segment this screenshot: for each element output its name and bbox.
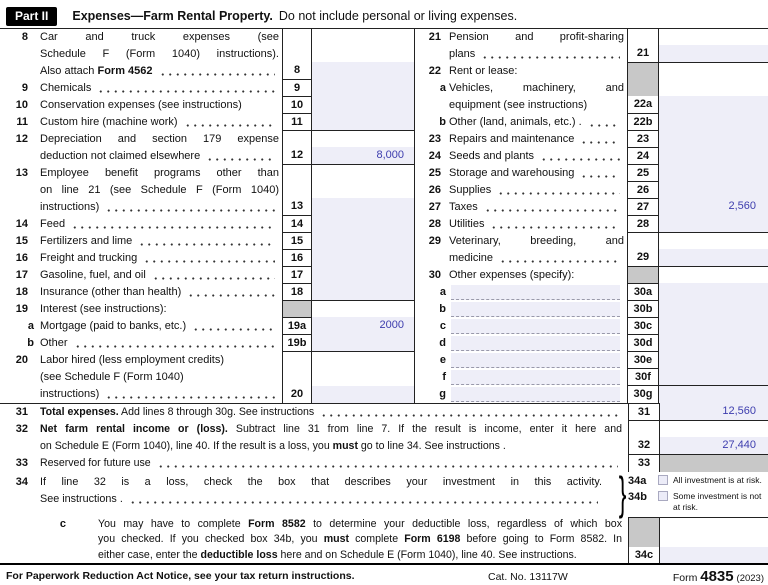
line-label-32: 32: [15, 423, 28, 435]
line-label-34c: c: [59, 518, 66, 530]
dot-leader: [320, 404, 618, 417]
value-column-20: [312, 352, 414, 403]
catalog-number: Cat. No. 13117W: [488, 571, 568, 583]
line-label-28: 28: [428, 218, 441, 230]
expense-row-17: [0, 267, 414, 284]
line-label-15: 15: [15, 235, 28, 247]
amount-cell-30f[interactable]: [659, 368, 768, 385]
row-label-31: Total expenses. Add lines 8 through 30g. See instructions: [40, 404, 628, 421]
row-label-25: Storage and warehousing: [449, 165, 627, 182]
row-label-22: Rent or lease:: [449, 65, 518, 77]
expenses-column-left: [0, 29, 415, 403]
amount-cell-31[interactable]: 12,560: [660, 403, 768, 420]
row-label-30c: [449, 318, 627, 335]
dot-leader: [138, 233, 275, 246]
row-label-27: Taxes: [449, 199, 627, 216]
line-label-10: 10: [15, 99, 28, 111]
row-label-30a: [449, 284, 627, 301]
row-label-9: Chemicals: [40, 80, 282, 97]
line-label-21: 21: [428, 31, 441, 43]
part2-subtitle: Do not include personal or living expenses.: [278, 9, 518, 23]
dot-leader: [97, 80, 275, 93]
line34-text: [40, 467, 628, 519]
row-label-28: Utilities: [449, 216, 627, 233]
expense-row-26: [415, 182, 768, 199]
expense-row-24: [415, 148, 768, 165]
expenses-column-right: [415, 29, 768, 403]
expense-row-19: [0, 301, 414, 318]
line-number-box-30a: 30a: [627, 284, 659, 301]
checkbox-34b-label: Some investment is not at risk.: [673, 491, 762, 512]
line-number-box-27: 27: [627, 199, 659, 216]
line34c-text-line1: You may have to complete Form 8582 to determine your deductible loss, regardless of which box: [98, 518, 622, 530]
dot-leader: [192, 318, 275, 331]
amount-cell-27[interactable]: 2,560: [659, 198, 768, 215]
amount-cell-8[interactable]: [312, 62, 414, 79]
amount-cell-9[interactable]: [312, 79, 414, 96]
amount-cell-30b[interactable]: [659, 300, 768, 317]
value-column-12: [312, 131, 414, 165]
line-number-box-15: 15: [282, 233, 312, 250]
line-label-16: 16: [15, 252, 28, 264]
line-number-box-30c: 30c: [627, 318, 659, 335]
line-label-30: 30: [428, 269, 441, 281]
amount-cell-19a[interactable]: 2000: [312, 317, 414, 334]
expense-row-30d: [415, 335, 768, 352]
expense-row-29: [415, 233, 768, 267]
expense-row-9: [0, 80, 414, 97]
expense-row-22b: [415, 114, 768, 131]
line-number-box-24: 24: [627, 148, 659, 165]
line-label-13: 13: [15, 167, 28, 179]
row-label-17: Gasoline, fuel, and oil: [40, 267, 282, 284]
dot-leader: [580, 165, 620, 178]
line-label-19b: b: [27, 337, 34, 349]
value-column-30a: [659, 284, 768, 301]
value-column-8: [312, 29, 414, 80]
dot-leader: [588, 114, 620, 127]
dot-leader: [481, 46, 620, 59]
row-label-22a: Vehicles, machinery, and equipment (see instructions): [449, 82, 624, 111]
expense-row-27: [415, 199, 768, 216]
amount-cell-25[interactable]: [659, 164, 768, 181]
value-column-30b: [659, 301, 768, 318]
line-label-34: 34: [15, 476, 28, 488]
line-label-23: 23: [428, 133, 441, 145]
amount-cell-30g[interactable]: [659, 386, 768, 403]
line-label-17: 17: [15, 269, 28, 281]
amount-cell-30d[interactable]: [659, 334, 768, 351]
value-column-30e: [659, 352, 768, 369]
line-label-8: 8: [21, 31, 28, 43]
amount-cell-29[interactable]: [659, 249, 768, 266]
line34c-block: [0, 517, 768, 565]
line34c-text-line2: you checked. If you checked box 34b, you must complete Form 6198 before going to Form 8582. In: [98, 533, 622, 546]
line-number-box-11: 11: [282, 114, 312, 131]
row-label-30e: [449, 352, 627, 369]
dot-leader: [74, 335, 275, 348]
line-label-24: 24: [428, 150, 441, 162]
checkbox-34a-label: All investment is at risk.: [673, 475, 762, 485]
expense-row-15: [0, 233, 414, 250]
value-column-23: [659, 131, 768, 148]
amount-cell-28[interactable]: [659, 215, 768, 232]
line-number-box-30e: 30e: [627, 352, 659, 369]
value-column-11: [312, 114, 414, 131]
row-label-30g: [449, 386, 627, 403]
line34c-row: [0, 517, 768, 563]
dot-leader: [184, 114, 275, 127]
value-column-15: [312, 233, 414, 250]
expenses-table: [0, 28, 768, 404]
dot-leader: [540, 148, 620, 161]
value-column-27: [659, 199, 768, 216]
row-label-14: Feed: [40, 216, 282, 233]
expense-row-23: [415, 131, 768, 148]
row-label-16: Freight and trucking: [40, 250, 282, 267]
line-label-30g: g: [439, 388, 446, 400]
row-label-30d: [449, 335, 627, 352]
row-label-19: Interest (see instructions):: [40, 303, 167, 315]
line34-text-line1: If line 32 is a loss, check the box that describes your investment in this activity.: [40, 476, 602, 488]
line-label-30b: b: [439, 303, 446, 315]
line-number-box-30f: 30f: [627, 369, 659, 386]
expense-row-30a: [415, 284, 768, 301]
value-column-18: [312, 284, 414, 301]
line34-text-line2: See instructions .: [40, 491, 602, 508]
line-label-27: 27: [428, 201, 441, 213]
line-number-box-30g: 30g: [627, 386, 659, 403]
line-number-box-9: 9: [282, 80, 312, 97]
expense-row-22a: [415, 80, 768, 114]
row-label-18: Insurance (other than health): [40, 284, 282, 301]
amount-cell-22a[interactable]: [659, 96, 768, 113]
value-column-31: [660, 404, 768, 421]
row-label-15: Fertilizers and lime: [40, 233, 282, 250]
expense-row-28: [415, 216, 768, 233]
line-label-19a: a: [27, 320, 34, 332]
line-number-box-23: 23: [627, 131, 659, 148]
dot-leader: [105, 199, 275, 212]
amount-cell-34c[interactable]: [660, 547, 768, 563]
amount-cell-14[interactable]: [312, 215, 414, 232]
option-34a: [628, 475, 768, 487]
other-expense-writein-30a[interactable]: [451, 285, 620, 300]
line-label-30e: e: [439, 354, 446, 366]
amount-cell-13[interactable]: [312, 198, 414, 215]
line34-row: [0, 467, 768, 519]
line-label-9: 9: [21, 82, 28, 94]
line-number-box-26: 26: [627, 182, 659, 199]
expense-row-22: [415, 63, 768, 80]
value-column-21: [659, 29, 768, 63]
expense-row-11: [0, 114, 414, 131]
line-label-30d: d: [439, 337, 446, 349]
value-column-17: [312, 267, 414, 284]
line-label-26: 26: [428, 184, 441, 196]
expense-row-13: [0, 165, 414, 216]
line-number-box-18: 18: [282, 284, 312, 301]
dot-leader: [129, 491, 598, 504]
form-footer: [0, 568, 768, 584]
value-column-28: [659, 216, 768, 233]
amount-cell-18[interactable]: [312, 283, 414, 300]
line-number-box-22b: 22b: [627, 114, 659, 131]
line-number-box-13: 13: [282, 165, 312, 216]
dot-leader: [484, 199, 620, 212]
line-label-30c: c: [439, 320, 446, 332]
line-number-box-34c: 34c: [628, 517, 660, 563]
line34c-value-cell: [660, 517, 768, 563]
line-number-box-17: 17: [282, 267, 312, 284]
row-label-10: Conservation expenses (see instructions): [40, 99, 242, 111]
dot-leader: [490, 216, 620, 229]
expense-row-30f: [415, 369, 768, 386]
other-expense-writein-30e[interactable]: [451, 353, 620, 368]
value-column-30c: [659, 318, 768, 335]
line-number-box-33: 33: [628, 455, 660, 472]
line-label-29: 29: [428, 235, 441, 247]
other-expense-writein-30g[interactable]: [451, 387, 620, 402]
line-number-box-30d: 30d: [627, 335, 659, 352]
expense-row-19a: [0, 318, 414, 335]
dot-leader: [497, 182, 620, 195]
row-label-30b: [449, 301, 627, 318]
row-label-26: Supplies: [449, 182, 627, 199]
line-number-box-20: 20: [282, 352, 312, 403]
checkbox-34a[interactable]: [658, 475, 668, 485]
expense-row-19b: [0, 335, 414, 352]
dot-leader: [152, 267, 275, 280]
value-column-30: [659, 267, 768, 284]
expense-row-30: [415, 267, 768, 284]
row-label-20: Labor hired (less employment credits) (see Schedule F (Form 1040) instructions): [40, 352, 282, 403]
line-label-31: 31: [15, 406, 28, 418]
dot-leader: [159, 63, 275, 76]
line-number-box-31: 31: [628, 404, 660, 421]
dot-leader: [187, 284, 275, 297]
value-column-22b: [659, 114, 768, 131]
row-label-29: Veterinary, breeding, and medicine: [449, 235, 624, 264]
dot-leader: [143, 250, 275, 263]
value-column-30g: [659, 386, 768, 403]
expense-row-21: [415, 29, 768, 63]
row-label-8: Car and truck expenses (see Schedule F (Form 1040) instructions). Also attach Form 4562: [40, 31, 279, 77]
line-number-box-30: [627, 267, 659, 284]
value-column-16: [312, 250, 414, 267]
expense-row-33: [0, 455, 768, 472]
other-expense-writein-30f[interactable]: [451, 370, 620, 385]
paperwork-notice: For Paperwork Reduction Act Notice, see your tax return instructions.: [6, 570, 355, 582]
line-label-34b: 34b: [628, 491, 647, 503]
other-expense-writein-30b[interactable]: [451, 302, 620, 317]
dot-leader: [71, 216, 275, 229]
value-column-22a: [659, 80, 768, 114]
row-label-30: Other expenses (specify):: [449, 269, 575, 281]
line-label-19: 19: [15, 303, 28, 315]
line-label-11: 11: [16, 116, 28, 128]
amount-cell-30e[interactable]: [659, 351, 768, 368]
value-column-33: [660, 455, 768, 472]
dot-leader: [105, 386, 275, 399]
form-number-label: Form 4835 (2023): [672, 568, 764, 585]
expense-row-30e: [415, 352, 768, 369]
line-label-18: 18: [15, 286, 28, 298]
row-label-24: Seeds and plants: [449, 148, 627, 165]
dot-leader: [206, 148, 275, 161]
value-column-14: [312, 216, 414, 233]
line-number-box-28: 28: [627, 216, 659, 233]
row-label-21: Pension and profit-sharing plans: [449, 31, 624, 60]
expense-row-14: [0, 216, 414, 233]
expense-row-31: [0, 404, 768, 421]
value-column-24: [659, 148, 768, 165]
expense-row-12: [0, 131, 414, 165]
line-label-14: 14: [15, 218, 28, 230]
row-label-19b: Other: [40, 335, 282, 352]
amount-cell-30c[interactable]: [659, 317, 768, 334]
line-label-30a: a: [439, 286, 446, 298]
line-number-box-19a: 19a: [282, 318, 312, 335]
value-column-13: [312, 165, 414, 216]
line34c-text-line3: either case, enter the deductible loss here and on Schedule E (Form 1040), line 40. See instructions.: [98, 548, 577, 561]
line-label-20: 20: [15, 354, 28, 366]
row-label-12: Depreciation and section 179 expense deduction not claimed elsewhere: [40, 133, 279, 162]
value-column-30f: [659, 369, 768, 386]
line-number-box-19: [282, 301, 312, 318]
value-column-19: [312, 301, 414, 318]
line-number-box-32: 32: [628, 421, 660, 455]
dot-leader: [499, 250, 620, 263]
line-number-box-16: 16: [282, 250, 312, 267]
row-label-13: Employee benefit programs other than on line 21 (see Schedule F (Form 1040) instructions): [40, 167, 279, 213]
expense-row-18: [0, 284, 414, 301]
expense-row-25: [415, 165, 768, 182]
amount-cell-23[interactable]: [659, 130, 768, 147]
line-number-box-19b: 19b: [282, 335, 312, 352]
expense-row-16: [0, 250, 414, 267]
amount-cell-20[interactable]: [312, 386, 414, 403]
dot-leader: [157, 455, 618, 468]
value-column-26: [659, 182, 768, 199]
amount-cell-15[interactable]: [312, 232, 414, 249]
line34c-text: [70, 517, 628, 563]
brace-34: }: [618, 467, 626, 519]
row-label-19a: Mortgage (paid to banks, etc.): [40, 318, 282, 335]
value-column-32: [660, 421, 768, 455]
amount-cell-17[interactable]: [312, 266, 414, 283]
line-number-box-10: 10: [282, 97, 312, 114]
dot-leader: [580, 131, 620, 144]
value-column-22: [659, 63, 768, 80]
checkbox-34b[interactable]: [658, 491, 668, 501]
amount-cell-26[interactable]: [659, 181, 768, 198]
row-label-11: Custom hire (machine work): [40, 114, 282, 131]
expense-row-30g: [415, 386, 768, 403]
shaded-cell: [629, 518, 659, 547]
amount-cell-24[interactable]: [659, 147, 768, 164]
part2-badge: Part II: [6, 7, 57, 26]
value-column-30d: [659, 335, 768, 352]
amount-cell-19b[interactable]: [312, 334, 414, 351]
amount-cell-12[interactable]: 8,000: [312, 147, 414, 164]
other-expense-writein-30d[interactable]: [451, 336, 620, 351]
part2-header: [6, 5, 768, 27]
line-number-box-22a: 22a: [627, 80, 659, 114]
line-number-box-30b: 30b: [627, 301, 659, 318]
line-label-12: 12: [15, 133, 28, 145]
expense-row-32: [0, 421, 768, 455]
amount-cell-16[interactable]: [312, 249, 414, 266]
amount-cell-30a[interactable]: [659, 283, 768, 300]
line-label-22b: b: [439, 116, 446, 128]
row-label-22b: Other (land, animals, etc.) .: [449, 114, 627, 131]
line-label-34a: 34a: [628, 475, 647, 487]
value-column-19b: [312, 335, 414, 352]
line-number-box-29: 29: [627, 233, 659, 267]
part2-title: Expenses—Farm Rental Property.: [72, 9, 273, 23]
amount-cell-32[interactable]: 27,440: [660, 437, 768, 454]
value-column-25: [659, 165, 768, 182]
line-number-box-25: 25: [627, 165, 659, 182]
row-label-30f: [449, 369, 627, 386]
summary-rows: [0, 404, 768, 472]
line-number-box-8: 8: [282, 29, 312, 80]
row-label-23: Repairs and maintenance: [449, 131, 627, 148]
value-column-19a: [312, 318, 414, 335]
value-column-10: [312, 97, 414, 114]
row-label-33: Reserved for future use: [40, 455, 628, 472]
value-column-29: [659, 233, 768, 267]
expense-row-10: [0, 97, 414, 114]
expense-row-30c: [415, 318, 768, 335]
line-number-box-12: 12: [282, 131, 312, 165]
amount-cell-22b[interactable]: [659, 113, 768, 130]
expense-row-20: [0, 352, 414, 403]
reserved-cell-33: [660, 455, 768, 472]
line-label-22: 22: [428, 65, 441, 77]
at-risk-options: [628, 474, 768, 514]
line-label-25: 25: [428, 167, 441, 179]
expense-row-8: [0, 29, 414, 80]
line-label-33: 33: [15, 457, 28, 469]
row-label-32: Net farm rental income or (loss). Subtract line 31 from line 7. If the result is income, enter it here and on Schedule E (Form 1040), line 40. If the result is a loss, you must go to line 34. See instructions .: [40, 423, 622, 452]
line-number-box-21: 21: [627, 29, 659, 63]
value-column-9: [312, 80, 414, 97]
amount-cell-21[interactable]: [659, 45, 768, 62]
expense-row-30b: [415, 301, 768, 318]
line-number-box-22: [627, 63, 659, 80]
amount-cell-11[interactable]: [312, 113, 414, 130]
line-number-box-14: 14: [282, 216, 312, 233]
other-expense-writein-30c[interactable]: [451, 319, 620, 334]
line-label-30f: f: [442, 371, 446, 383]
option-34b: [628, 491, 768, 512]
line-label-22a: a: [439, 82, 446, 94]
amount-cell-10[interactable]: [312, 96, 414, 113]
